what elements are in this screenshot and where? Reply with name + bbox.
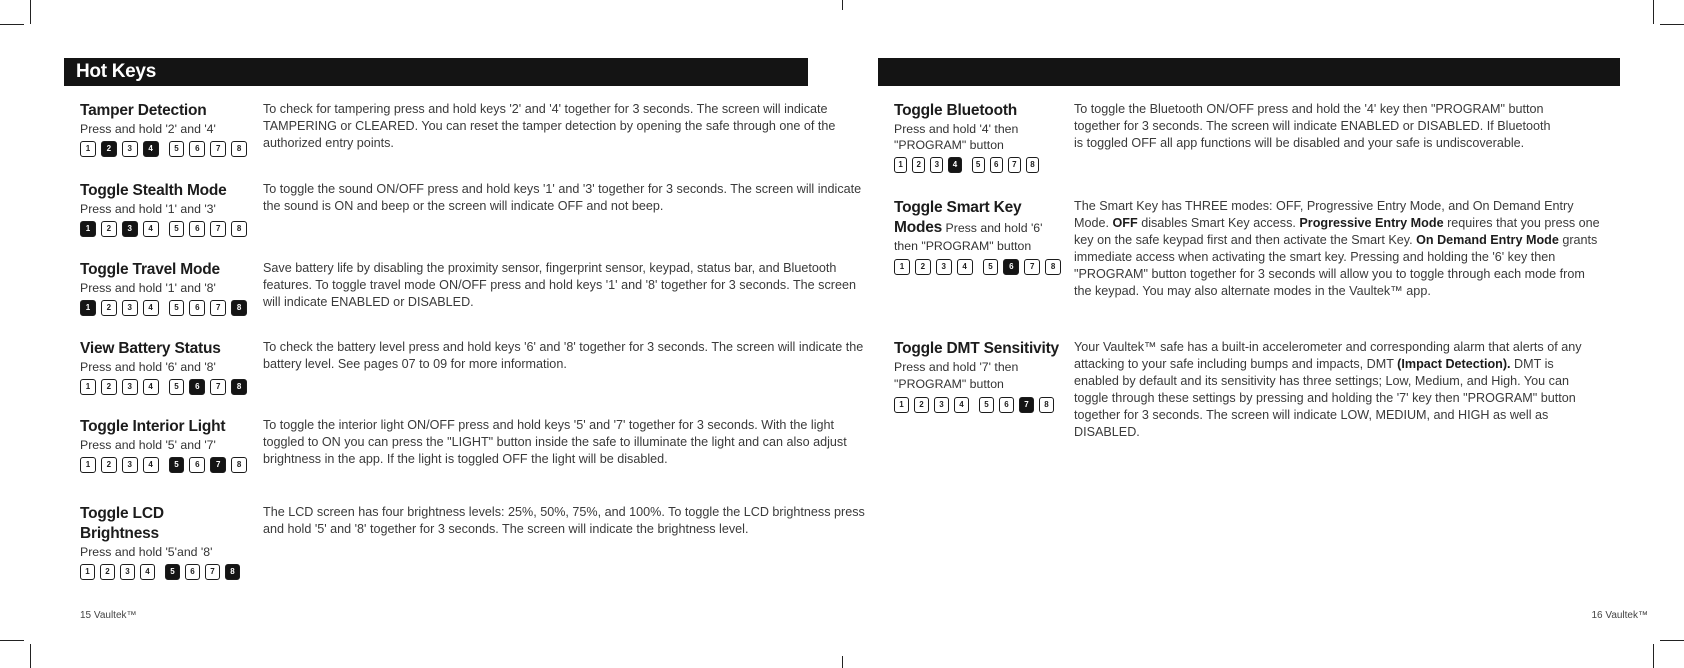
- keypad-key: 1: [894, 397, 909, 413]
- page-footer: 16 Vaultek™: [1591, 610, 1648, 621]
- keypad-key: 2: [101, 379, 117, 395]
- keypad-diagram: [80, 564, 245, 580]
- entry-description: [1074, 101, 1559, 152]
- keypad-key: 4: [957, 259, 973, 275]
- keypad-key: 5: [169, 300, 185, 316]
- keypad-diagram: [80, 379, 252, 395]
- keypad-key: 3: [122, 300, 138, 316]
- keypad-diagram: [80, 457, 252, 473]
- entry-instruction: Press and hold '1' and '8': [80, 281, 216, 295]
- entry-description: [263, 260, 873, 311]
- keypad-diagram: [80, 141, 252, 157]
- keypad-key: 5: [979, 397, 994, 413]
- keypad-key-highlighted: 5: [165, 564, 180, 580]
- keypad-key: 6: [990, 157, 1003, 173]
- entry-heading: [894, 339, 1059, 393]
- entry-heading: [894, 198, 1066, 255]
- keypad-key-highlighted: 3: [122, 221, 138, 237]
- entry-title: Tamper Detection: [80, 102, 207, 119]
- keypad-key: 5: [169, 379, 185, 395]
- entry-description: [263, 181, 873, 215]
- keypad-key-highlighted: 8: [231, 379, 247, 395]
- entry-description-text: The Smart Key has THREE modes: OFF, Progressive Entry Mode, and On Demand Entry Mode. OFF disables Smart Key access. Progressive Entry Mode requires that you press one key on the safe keypad first and then activate the Smart Key. On Demand Entry Mode grants immediate access when activating the smart key. Pressing and holding the '6' key then "PROGRAM" button together for 3 seconds will allow you to toggle through each mode from the keypad. You may also alternate modes in the Vaultek™ app.: [1074, 199, 1600, 298]
- entry-description: [1074, 198, 1604, 300]
- keypad-key: 1: [80, 457, 96, 473]
- keypad-diagram: [80, 300, 252, 316]
- section-title: Hot Keys: [76, 61, 156, 82]
- keypad-key: 7: [210, 300, 226, 316]
- section-header-bar: [64, 58, 808, 86]
- entry-description: [263, 417, 873, 468]
- keypad-key-highlighted: 7: [1019, 397, 1034, 413]
- keypad-key: 4: [140, 564, 155, 580]
- keypad-key: 7: [210, 379, 226, 395]
- entry-description-text: To check the battery level press and hold keys '6' and '8' together for 3 seconds. The screen will indicate the battery level. See pages 07 to 09 for more information.: [263, 340, 864, 371]
- entry-description-text: To toggle the Bluetooth ON/OFF press and hold the '4' key then "PROGRAM" button together for 3 seconds. The screen will indicate ENABLED or DISABLED. If Bluetooth is toggled OFF all app functions will be disabled and your safe is undiscoverable.: [1074, 102, 1551, 150]
- keypad-key: 5: [169, 141, 185, 157]
- keypad-key: 8: [231, 457, 247, 473]
- keypad-key: 2: [101, 457, 117, 473]
- keypad-key: 6: [189, 457, 205, 473]
- keypad-key: 5: [169, 221, 185, 237]
- entry-title: Toggle LCD Brightness: [80, 505, 164, 542]
- keypad-key: 4: [954, 397, 969, 413]
- keypad-key-highlighted: 4: [143, 141, 159, 157]
- keypad-key: 3: [936, 259, 952, 275]
- keypad-key: 6: [189, 141, 205, 157]
- entry-description-text: To toggle the interior light ON/OFF press and hold keys '5' and '7' together for 3 seconds. With the light toggled to ON you can press the "LIGHT" button inside the safe to illuminate the light and can also adjust brightness in the app. If the light is toggled OFF the light will be disabled.: [263, 418, 847, 466]
- keypad-key-highlighted: 8: [231, 300, 247, 316]
- keypad-key: 3: [122, 457, 138, 473]
- keypad-key: 2: [101, 221, 117, 237]
- entry-title: View Battery Status: [80, 340, 221, 357]
- entry-instruction: Press and hold '4' then "PROGRAM" button: [894, 122, 1019, 152]
- keypad-key: 6: [189, 221, 205, 237]
- keypad-key: 2: [914, 397, 929, 413]
- entry-instruction: Press and hold '5'and '8': [80, 545, 213, 559]
- keypad-key: 1: [80, 564, 95, 580]
- entry-instruction: Press and hold '2' and '4': [80, 122, 216, 136]
- entry-description: [1074, 339, 1599, 441]
- keypad-key: 1: [894, 157, 907, 173]
- keypad-key: 4: [143, 300, 159, 316]
- keypad-key-highlighted: 2: [101, 141, 117, 157]
- keypad-key: 7: [205, 564, 220, 580]
- keypad-key: 4: [143, 379, 159, 395]
- keypad-key: 7: [1024, 259, 1040, 275]
- keypad-key: 5: [972, 157, 985, 173]
- keypad-diagram: [80, 221, 252, 237]
- keypad-key: 1: [894, 259, 910, 275]
- keypad-key: 6: [999, 397, 1014, 413]
- keypad-key: 3: [122, 141, 138, 157]
- keypad-diagram: [894, 259, 1066, 275]
- keypad-key: 3: [120, 564, 135, 580]
- right-page: [842, 0, 1684, 668]
- keypad-key: 7: [1008, 157, 1021, 173]
- entry-title: Toggle Stealth Mode: [80, 182, 227, 199]
- keypad-key: 2: [101, 300, 117, 316]
- entry-description-text: Your Vaultek™ safe has a built-in accelerometer and corresponding alarm that alerts of any attacking to your safe including bumps and impacts, DMT (Impact Detection). DMT is enabled by default and its sensitivity has three settings; Low, Medium, and High. You can toggle through these settings by pressing and holding the '7' key then "PROGRAM" button together for 3 seconds. The screen will indicate LOW, MEDIUM, and HIGH as well as DISABLED.: [1074, 340, 1582, 439]
- entry-description-text: Save battery life by disabling the proximity sensor, fingerprint sensor, keypad, status bar, and Bluetooth features. To toggle travel mode ON/OFF press and hold keys '1' and '8' together for 3 seconds. The screen will indicate ENABLED or DISABLED.: [263, 261, 856, 309]
- keypad-key-highlighted: 4: [948, 157, 961, 173]
- keypad-key-highlighted: 7: [210, 457, 226, 473]
- keypad-key-highlighted: 6: [1003, 259, 1019, 275]
- keypad-key: 8: [231, 141, 247, 157]
- keypad-key-highlighted: 8: [225, 564, 240, 580]
- keypad-key: 7: [210, 141, 226, 157]
- keypad-key: 4: [143, 457, 159, 473]
- entry-title: Toggle Bluetooth: [894, 102, 1018, 119]
- entry-title: Toggle Interior Light: [80, 418, 226, 435]
- entry-title: Toggle Smart Key Modes: [894, 199, 1022, 236]
- keypad-key: 8: [231, 221, 247, 237]
- keypad-key: 4: [143, 221, 159, 237]
- keypad-key: 6: [185, 564, 200, 580]
- keypad-diagram: [894, 157, 1044, 173]
- keypad-key: 8: [1039, 397, 1054, 413]
- entry-title: Toggle Travel Mode: [80, 261, 220, 278]
- entry-title: Toggle DMT Sensitivity: [894, 340, 1059, 357]
- keypad-key: 5: [983, 259, 999, 275]
- keypad-key: 2: [100, 564, 115, 580]
- entry-instruction: Press and hold '7' then "PROGRAM" button: [894, 360, 1019, 391]
- keypad-key: 6: [189, 300, 205, 316]
- keypad-key: 7: [210, 221, 226, 237]
- entry-instruction: Press and hold '6' then "PROGRAM" button: [894, 221, 1043, 253]
- entry-description: [263, 504, 873, 538]
- entry-instruction: Press and hold '6' and '8': [80, 360, 216, 374]
- page-footer: 15 Vaultek™: [80, 610, 137, 621]
- keypad-key: 3: [930, 157, 943, 173]
- keypad-key: 8: [1026, 157, 1039, 173]
- keypad-key: 3: [122, 379, 138, 395]
- keypad-key-highlighted: 1: [80, 300, 96, 316]
- keypad-key-highlighted: 6: [189, 379, 205, 395]
- entry-description: [263, 101, 873, 152]
- keypad-key: 1: [80, 141, 96, 157]
- entry-instruction: Press and hold '1' and '3': [80, 202, 216, 216]
- keypad-key-highlighted: 1: [80, 221, 96, 237]
- entry-description-text: The LCD screen has four brightness levels: 25%, 50%, 75%, and 100%. To toggle the LCD brightness press and hold '5' and '8' together for 3 seconds. The screen will indicate the brightness level.: [263, 505, 865, 536]
- entry-description: [263, 339, 873, 373]
- keypad-key: 3: [934, 397, 949, 413]
- keypad-key: 2: [915, 259, 931, 275]
- keypad-key-highlighted: 5: [169, 457, 185, 473]
- keypad-key: 2: [912, 157, 925, 173]
- entry-instruction: Press and hold '5' and '7': [80, 438, 216, 452]
- keypad-key: 1: [80, 379, 96, 395]
- keypad-diagram: [894, 397, 1059, 413]
- entry-description-text: To check for tampering press and hold keys '2' and '4' together for 3 seconds. The screen will indicate TAMPERING or CLEARED. You can reset the tamper detection by opening the safe through one of the authorized entry points.: [263, 102, 836, 150]
- section-header-bar: [878, 58, 1620, 86]
- entry-description-text: To toggle the sound ON/OFF press and hold keys '1' and '3' together for 3 seconds. The screen will indicate the sound is ON and beep or the screen will indicate OFF and not beep.: [263, 182, 862, 213]
- keypad-key: 8: [1045, 259, 1061, 275]
